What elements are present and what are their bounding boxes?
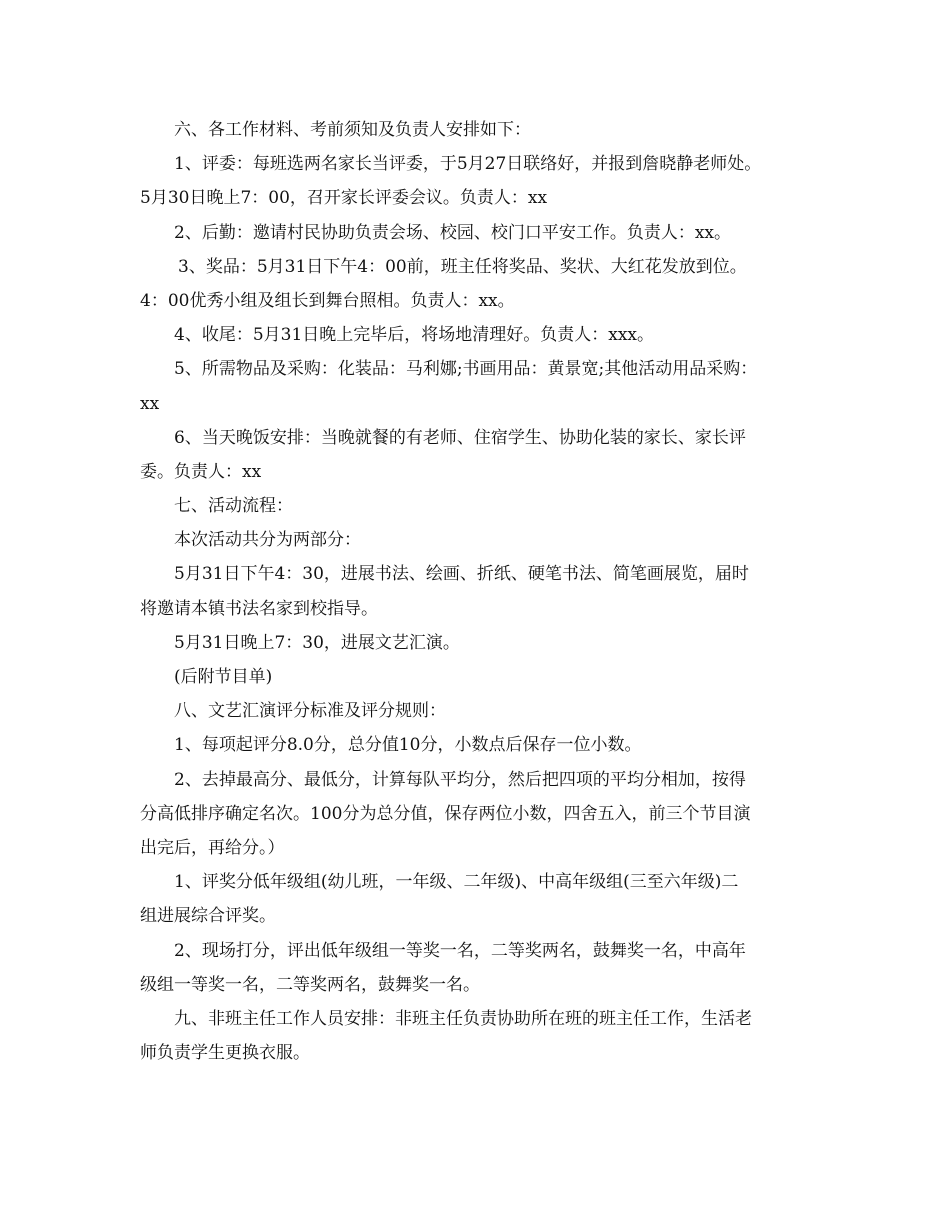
paragraph-line: 组进展综合评奖。: [140, 906, 276, 927]
paragraph-line: 6、当天晚饭安排：当晚就餐的有老师、住宿学生、协助化装的家长、家长评: [174, 427, 746, 448]
paragraph-line: 5月31日下午4：30，进展书法、绘画、折纸、硬笔书法、简笔画展览，届时: [174, 564, 749, 585]
paragraph-line: 级组一等奖一名，二等奖两名，鼓舞奖一名。: [140, 974, 480, 995]
section-heading-8: 八、文艺汇演评分标准及评分规则：: [174, 701, 446, 722]
paragraph-line: xx: [140, 393, 160, 414]
document-body: [140, 113, 820, 1070]
section-heading-7: 七、活动流程：: [174, 496, 293, 517]
paragraph-line: 将邀请本镇书法名家到校指导。: [140, 598, 378, 619]
paragraph-line: 1、评委：每班选两名家长当评委，于5月27日联络好，并报到詹晓静老师处。: [174, 154, 762, 175]
paragraph-line: 2、后勤：邀请村民协助负责会场、校园、校门口平安工作。负责人：xx。: [174, 222, 731, 243]
paragraph-line: 委。负责人：xx: [140, 461, 262, 482]
paragraph-line: 5月31日晚上7：30，进展文艺汇演。: [174, 632, 460, 653]
section-heading-6: 六、各工作材料、考前须知及负责人安排如下：: [174, 120, 531, 140]
paragraph-line: 出完后，再给分。）: [140, 837, 285, 858]
paragraph-line: 5、所需物品及采购：化装品：马利娜;书画用品：黄景宽;其他活动用品采购：: [174, 359, 758, 380]
section-heading-9: 九、非班主任工作人员安排：非班主任负责协助所在班的班主任工作，生活老: [174, 1008, 752, 1029]
paragraph-line: 2、去掉最高分、最低分，计算每队平均分，然后把四项的平均分相加，按得: [174, 769, 746, 790]
paragraph-line: 本次活动共分为两部分：: [174, 530, 361, 551]
paragraph-line: 分高低排序确定名次。100分为总分值，保存两位小数，四舍五入，前三个节目演: [140, 803, 751, 824]
paragraph-line: 师负责学生更换衣服。: [140, 1043, 310, 1064]
paragraph-line: 4：00优秀小组及组长到舞台照相。负责人：xx。: [140, 290, 515, 311]
paragraph-line: 5月30日晚上7：00，召开家长评委会议。负责人：xx: [140, 188, 548, 209]
paragraph-line: (后附节目单): [174, 667, 273, 687]
paragraph-line: 3、奖品：5月31日下午4：00前，班主任将奖品、奖状、大红花发放到位。: [178, 256, 747, 277]
paragraph-line: 2、现场打分，评出低年级组一等奖一名，二等奖两名，鼓舞奖一名，中高年: [174, 940, 746, 961]
paragraph-line: 1、每项起评分8.0分，总分值10分，小数点后保存一位小数。: [174, 735, 642, 756]
paragraph-line: 1、评奖分低年级组(幼儿班，一年级、二年级)、中高年级组(三至六年级)二: [174, 872, 739, 893]
paragraph-line: 4、收尾：5月31日晚上完毕后，将场地清理好。负责人：xxx。: [174, 325, 655, 346]
